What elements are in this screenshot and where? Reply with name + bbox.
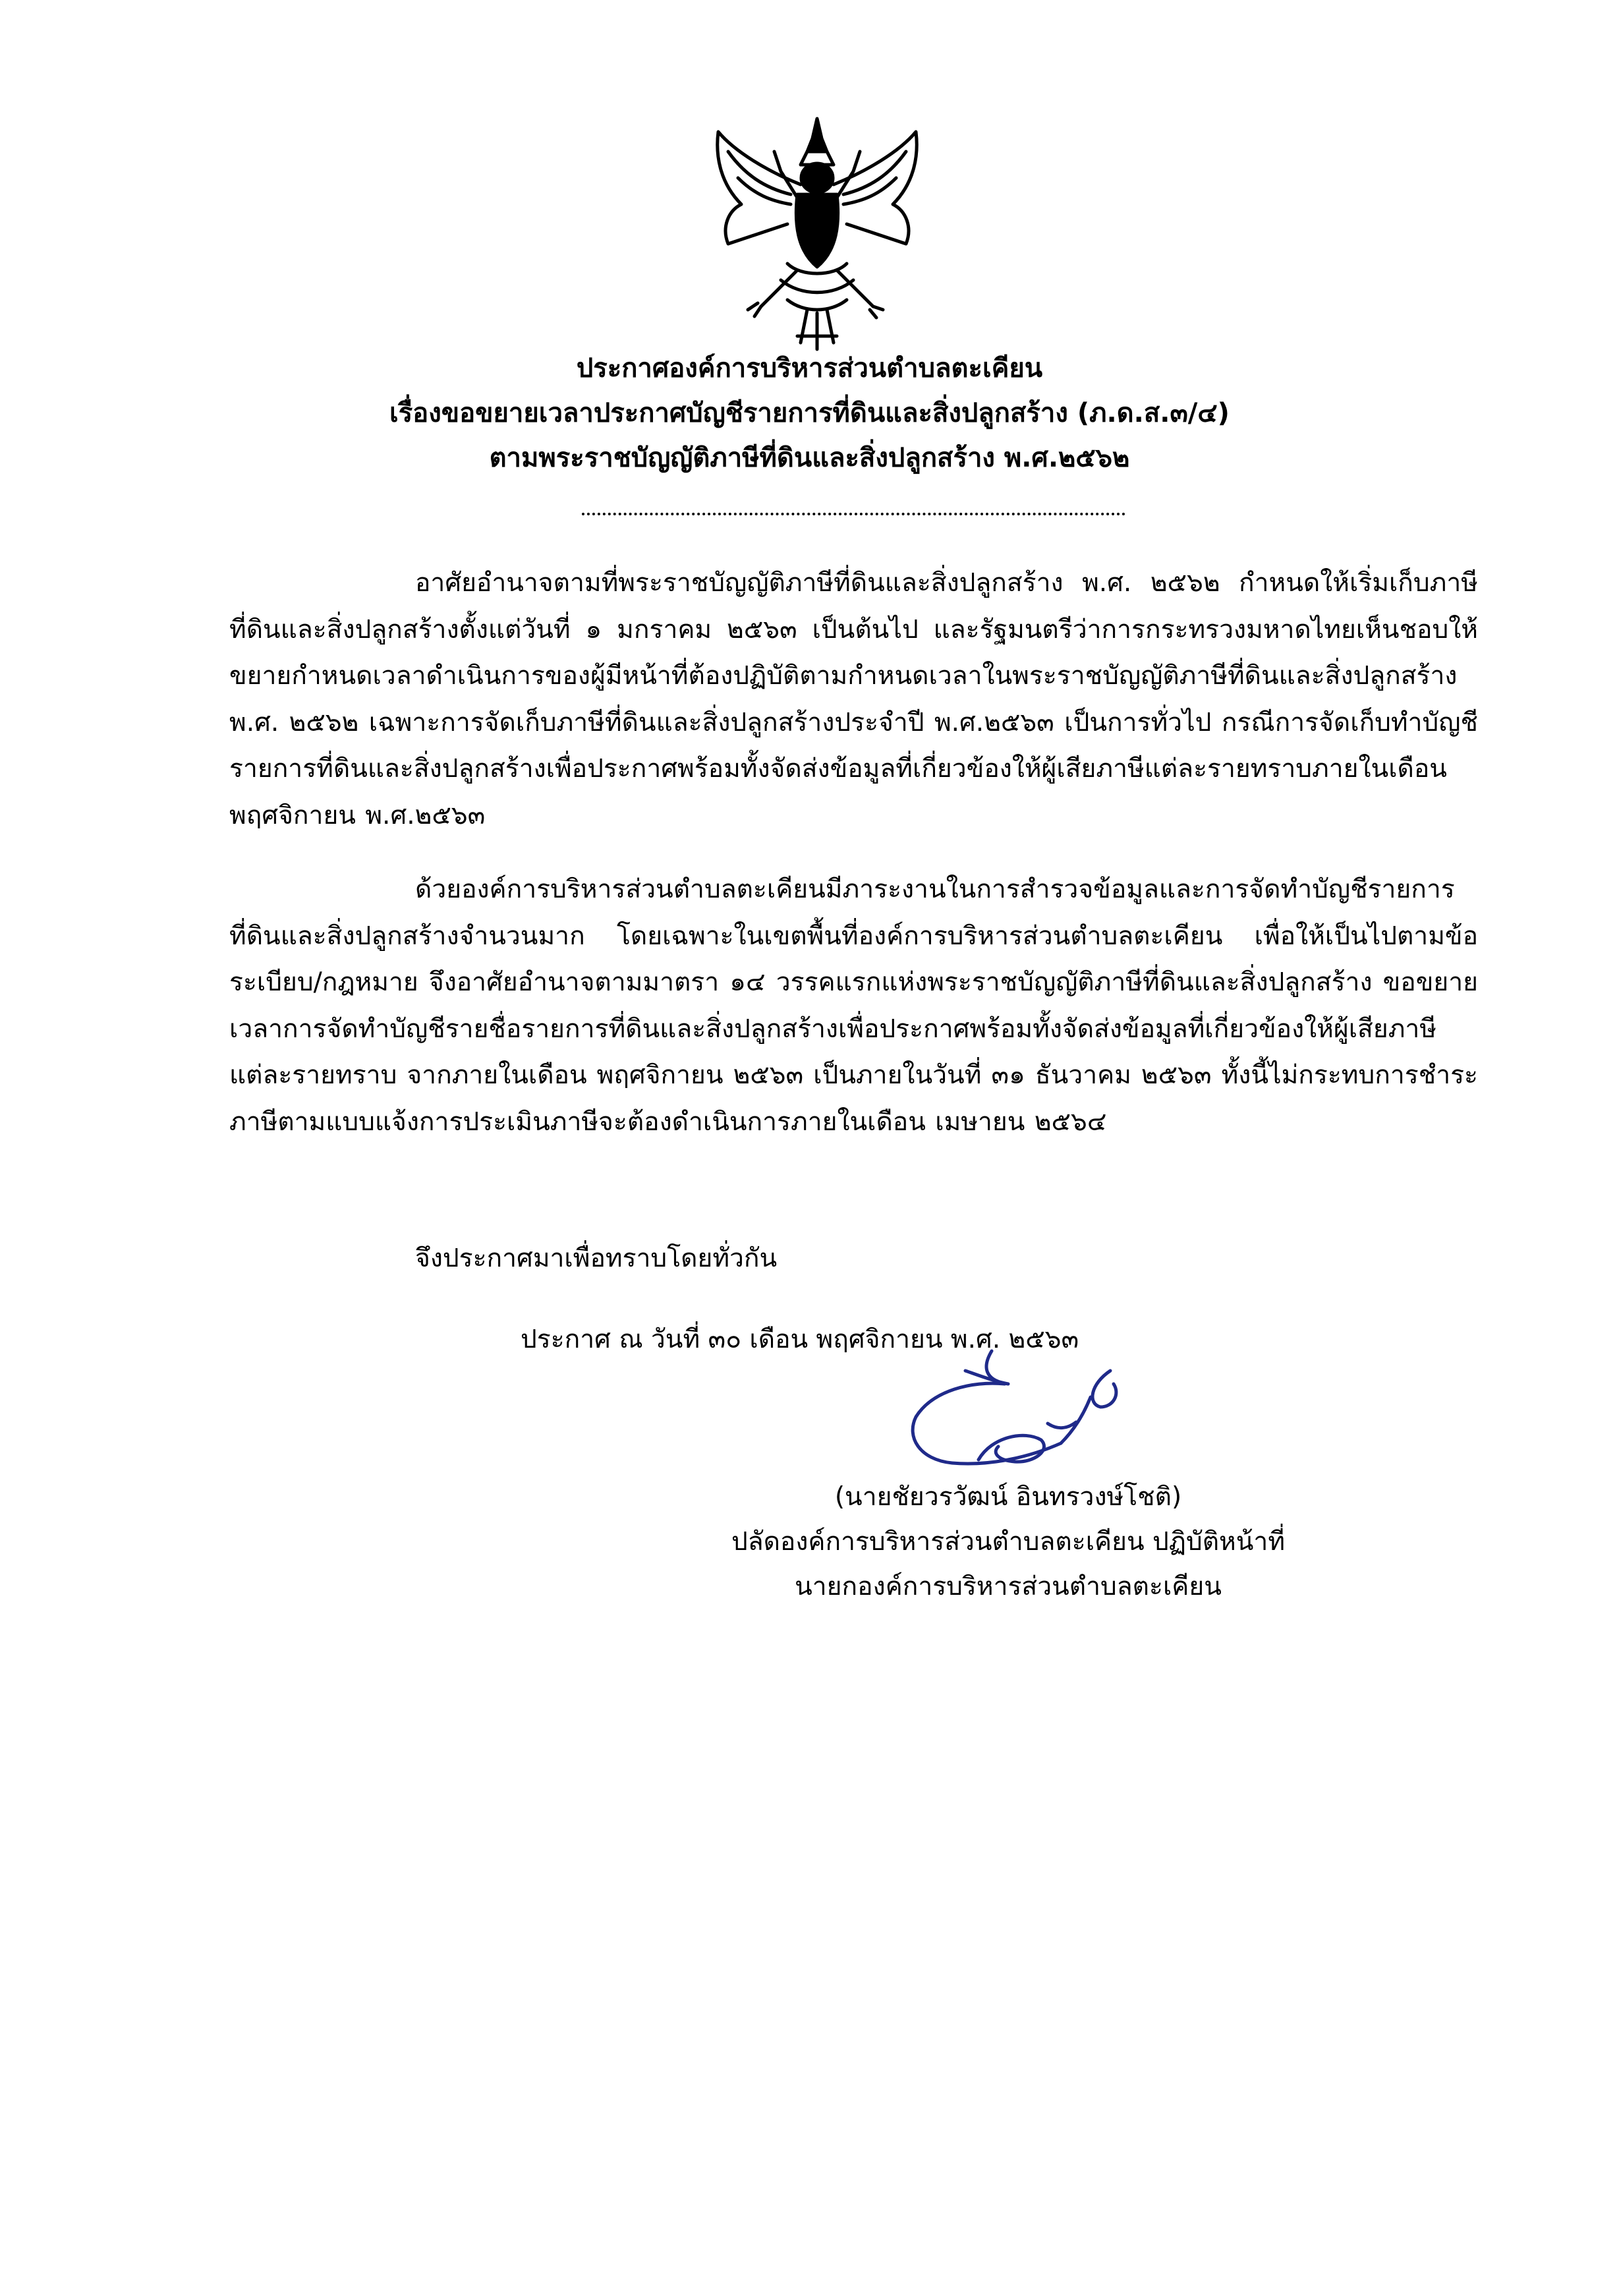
body-paragraph-1 xyxy=(229,560,1478,839)
header-title: ประกาศองค์การบริหารส่วนตำบลตะเคียน xyxy=(576,353,1043,384)
header-subject: เรื่องขอขยายเวลาประกาศบัญชีรายการที่ดินและสิ่งปลูกสร้าง (ภ.ด.ส.๓/๔) xyxy=(389,398,1230,428)
header-law-reference: ตามพระราชบัญญัติภาษีที่ดินและสิ่งปลูกสร้าง พ.ศ.๒๕๖๒ xyxy=(489,443,1130,473)
signatory-position: ปลัดองค์การบริหารส่วนตำบลตะเคียน ปฏิบัติหน้าที่ xyxy=(731,1527,1286,1557)
paragraph-1-text: อาศัยอำนาจตามที่พระราชบัญญัติภาษีที่ดินและสิ่งปลูกสร้าง พ.ศ. ๒๕๖๒ กำหนดให้เริ่มเก็บภาษีที่ดินและสิ่งปลูกสร้างตั้งแต่วันที่ ๑ มกราคม ๒๕๖๓ เป็นต้นไป และรัฐมนตรีว่าการกระทรวงมหาดไทยเห็นชอบให้ขยายกำหนดเวลาดำเนินการของผู้มีหน้าที่ต้องปฏิบัติตามกำหนดเวลาในพระราชบัญญัติภาษีที่ดินและสิ่งปลูกสร้าง พ.ศ. ๒๕๖๒ เฉพาะการจัดเก็บภาษีที่ดินและสิ่งปลูกสร้างประจำปี พ.ศ.๒๕๖๓ เป็นการทั่วไป กรณีการจัดเก็บทำบัญชีรายการที่ดินและสิ่งปลูกสร้างเพื่อประกาศพร้อมทั้งจัดส่งข้อมูลที่เกี่ยวข้องให้ผู้เสียภาษีแต่ละรายทราบภายในเดือน พฤศจิกายน พ.ศ.๒๕๖๓ xyxy=(229,568,1478,830)
announcement-date: ประกาศ ณ วันที่ ๓๐ เดือน พฤศจิกายน พ.ศ. ๒๕๖๓ xyxy=(521,1325,1079,1354)
announcement-header xyxy=(198,346,1421,480)
dotted-divider xyxy=(582,513,1125,515)
signatory-acting-position: นายกองค์การบริหารส่วนตำบลตะเคียน xyxy=(795,1572,1222,1601)
handwritten-signature xyxy=(893,1344,1143,1483)
closing-statement: จึงประกาศมาเพื่อทราบโดยทั่วกัน xyxy=(415,1244,778,1273)
signatory-name: (นายชัยวรวัฒน์ อินทรวงษ์โชติ) xyxy=(834,1482,1182,1512)
garuda-emblem-icon xyxy=(708,112,926,356)
paragraph-2-text: ด้วยองค์การบริหารส่วนตำบลตะเคียนมีภาระงานในการสำรวจข้อมูลและการจัดทำบัญชีรายการที่ดินและสิ่งปลูกสร้างจำนวนมาก โดยเฉพาะในเขตพื้นที่องค์การบริหารส่วนตำบลตะเคียน เพื่อให้เป็นไปตามข้อระเบียบ/กฎหมาย จึงอาศัยอำนาจตามมาตรา ๑๔ วรรคแรกแห่งพระราชบัญญัติภาษีที่ดินและสิ่งปลูกสร้าง ขอขยายเวลาการจัดทำบัญชีรายชื่อรายการที่ดินและสิ่งปลูกสร้างเพื่อประกาศพร้อมทั้งจัดส่งข้อมูลที่เกี่ยวข้องให้ผู้เสียภาษีแต่ละรายทราบ จากภายในเดือน พฤศจิกายน ๒๕๖๓ เป็นภายในวันที่ ๓๑ ธันวาคม ๒๕๖๓ ทั้งนี้ไม่กระทบการชำระภาษีตามแบบแจ้งการประเมินภาษีจะต้องดำเนินการภายในเดือน เมษายน ๒๕๖๔ xyxy=(229,875,1478,1137)
signature-block xyxy=(646,1475,1371,1609)
body-paragraph-2 xyxy=(229,867,1478,1145)
